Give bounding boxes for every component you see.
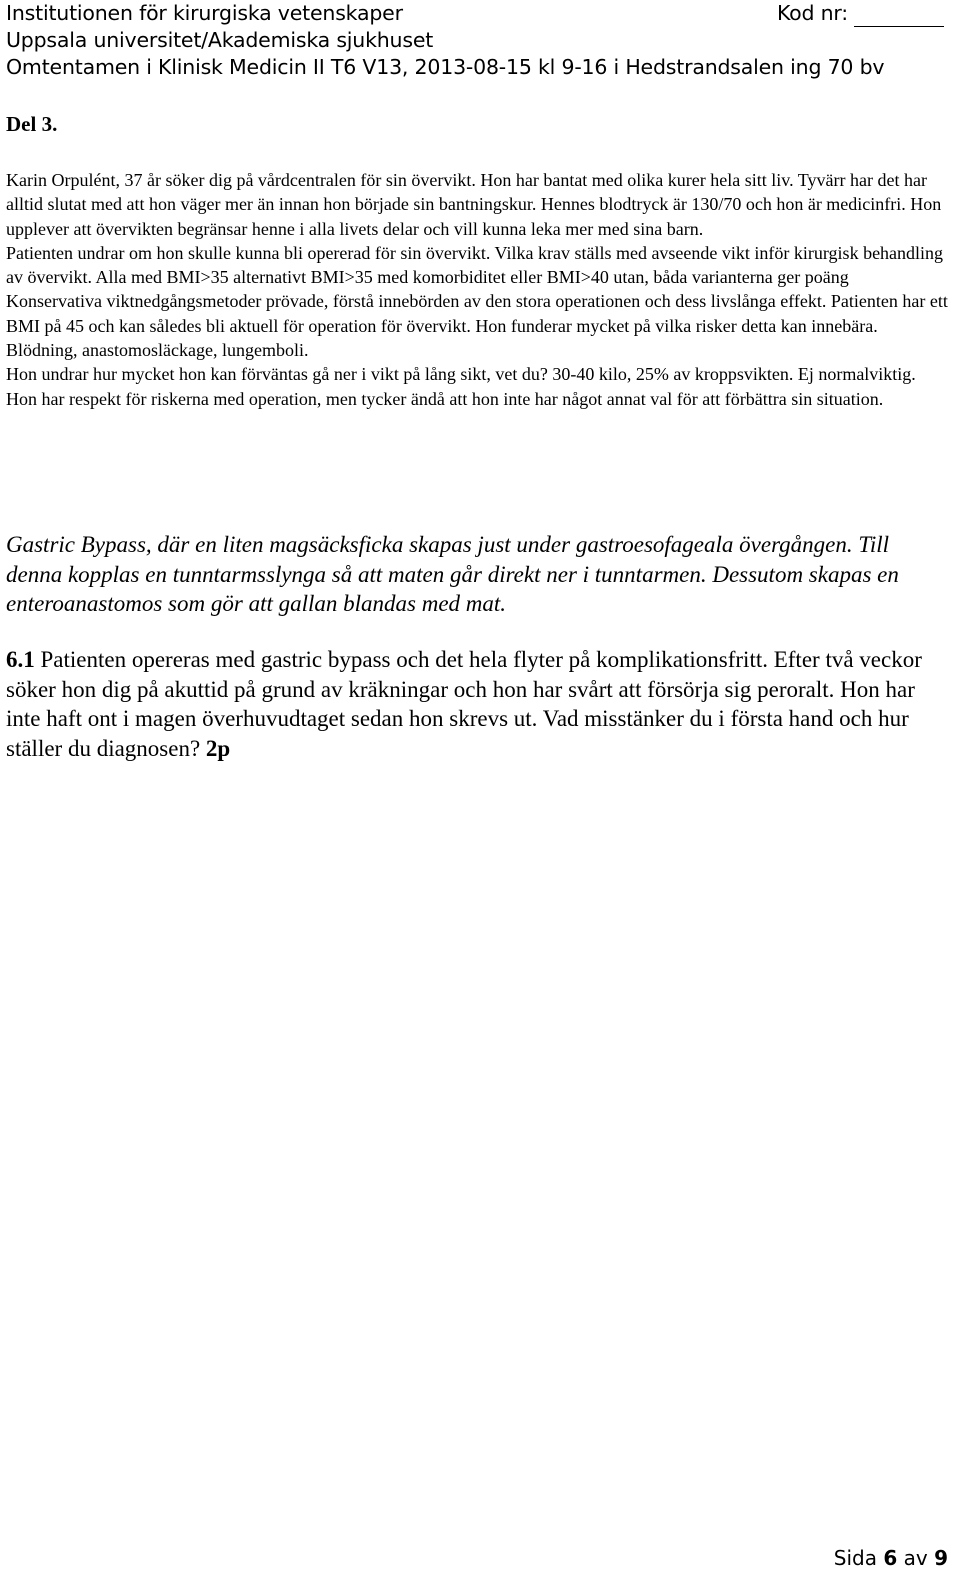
question-text: Patienten opereras med gastric bypass och det hela flyter på komplikationsfritt. Efter två veckor söker hon dig på akuttid på grund av kräkningar och hon har svårt att försörja sig peroralt. Hon har inte haft ont i magen överhuvudtaget sedan hon skrevs ut. Vad misstänker du i första hand och hur ställer du diagnosen? [6, 647, 922, 761]
question-paragraph [6, 645, 951, 763]
header-row [6, 0, 954, 27]
page-prefix: Sida [833, 1546, 884, 1570]
code-field [777, 0, 954, 27]
code-label: Kod nr: [776, 1, 848, 25]
case-paragraph-5: Hon undrar hur mycket hon kan förväntas gå ner i vikt på lång sikt, vet du? 30-40 kilo, 25% av kroppsvikten. Ej normalviktig. Hon har respekt för riskerna med operation, men tycker ändå att hon inte har något annat val för att förbättra sin situation. [6, 364, 916, 409]
exam-title: Omtentamen i Klinisk Medicin II T6 V13, 2013-08-15 kl 9-16 i Hedstrandsalen ing 70 bv [6, 55, 885, 79]
page-middle: av [897, 1546, 935, 1570]
university-name: Uppsala universitet/Akademiska sjukhuset [6, 28, 434, 52]
page-header [6, 0, 954, 81]
case-paragraph-2: Patienten undrar om hon skulle kunna bli opererad för sin övervikt. Vilka krav ställs med avseende vikt inför kirurgisk behandling av övervikt. Alla med BMI>35 alternativt BMI>35 med komorbiditet eller BMI>40 utan, båda varianterna ger poäng [6, 242, 944, 288]
page-number: 6 [883, 1546, 898, 1570]
question-points: 2p [205, 735, 231, 761]
answer-text [6, 530, 951, 619]
page-footer [834, 1546, 948, 1570]
page-total: 9 [934, 1546, 948, 1570]
case-paragraph-4: Blödning, anastomosläckage, lungemboli. [6, 340, 309, 361]
case-paragraph-1: Karin Orpulént, 37 år söker dig på vårdcentralen för sin övervikt. Hon har bantat med olika kurer hela sitt liv. Tyvärr har det har alltid slutat med att hon väger mer än innan hon började sin bantningskur. Hennes blodtryck är 130/70 och hon är medicinfri. Hon upplever att övervikten begränsar henne i alla livets delar och vill kunna leka mer med sina barn. [6, 170, 942, 239]
question-6-1 [6, 645, 951, 763]
institution-name: Institutionen för kirurgiska vetenskaper [6, 1, 403, 25]
case-description [6, 168, 951, 411]
question-number: 6.1 [6, 647, 35, 672]
code-blank-line [854, 6, 944, 27]
section-title: Del 3. [6, 112, 58, 136]
answer-paragraph: Gastric Bypass, där en liten magsäcksficka skapas just under gastroesofageala övergången. Till denna kopplas en tunntarmsslynga så att maten går direkt ner i tunntarmen. Dessutom skapas en enteroanastomos som gör att gallan blandas med mat. [6, 532, 899, 616]
case-paragraph-3: Konservativa viktnedgångsmetoder prövade, förstå innebörden av den stora operationen och dess livslånga effekt. Patienten har ett BMI på 45 och kan således bli aktuell för operation för övervikt. Hon funderar mycket på vilka risker detta kan innebära. [6, 291, 948, 336]
